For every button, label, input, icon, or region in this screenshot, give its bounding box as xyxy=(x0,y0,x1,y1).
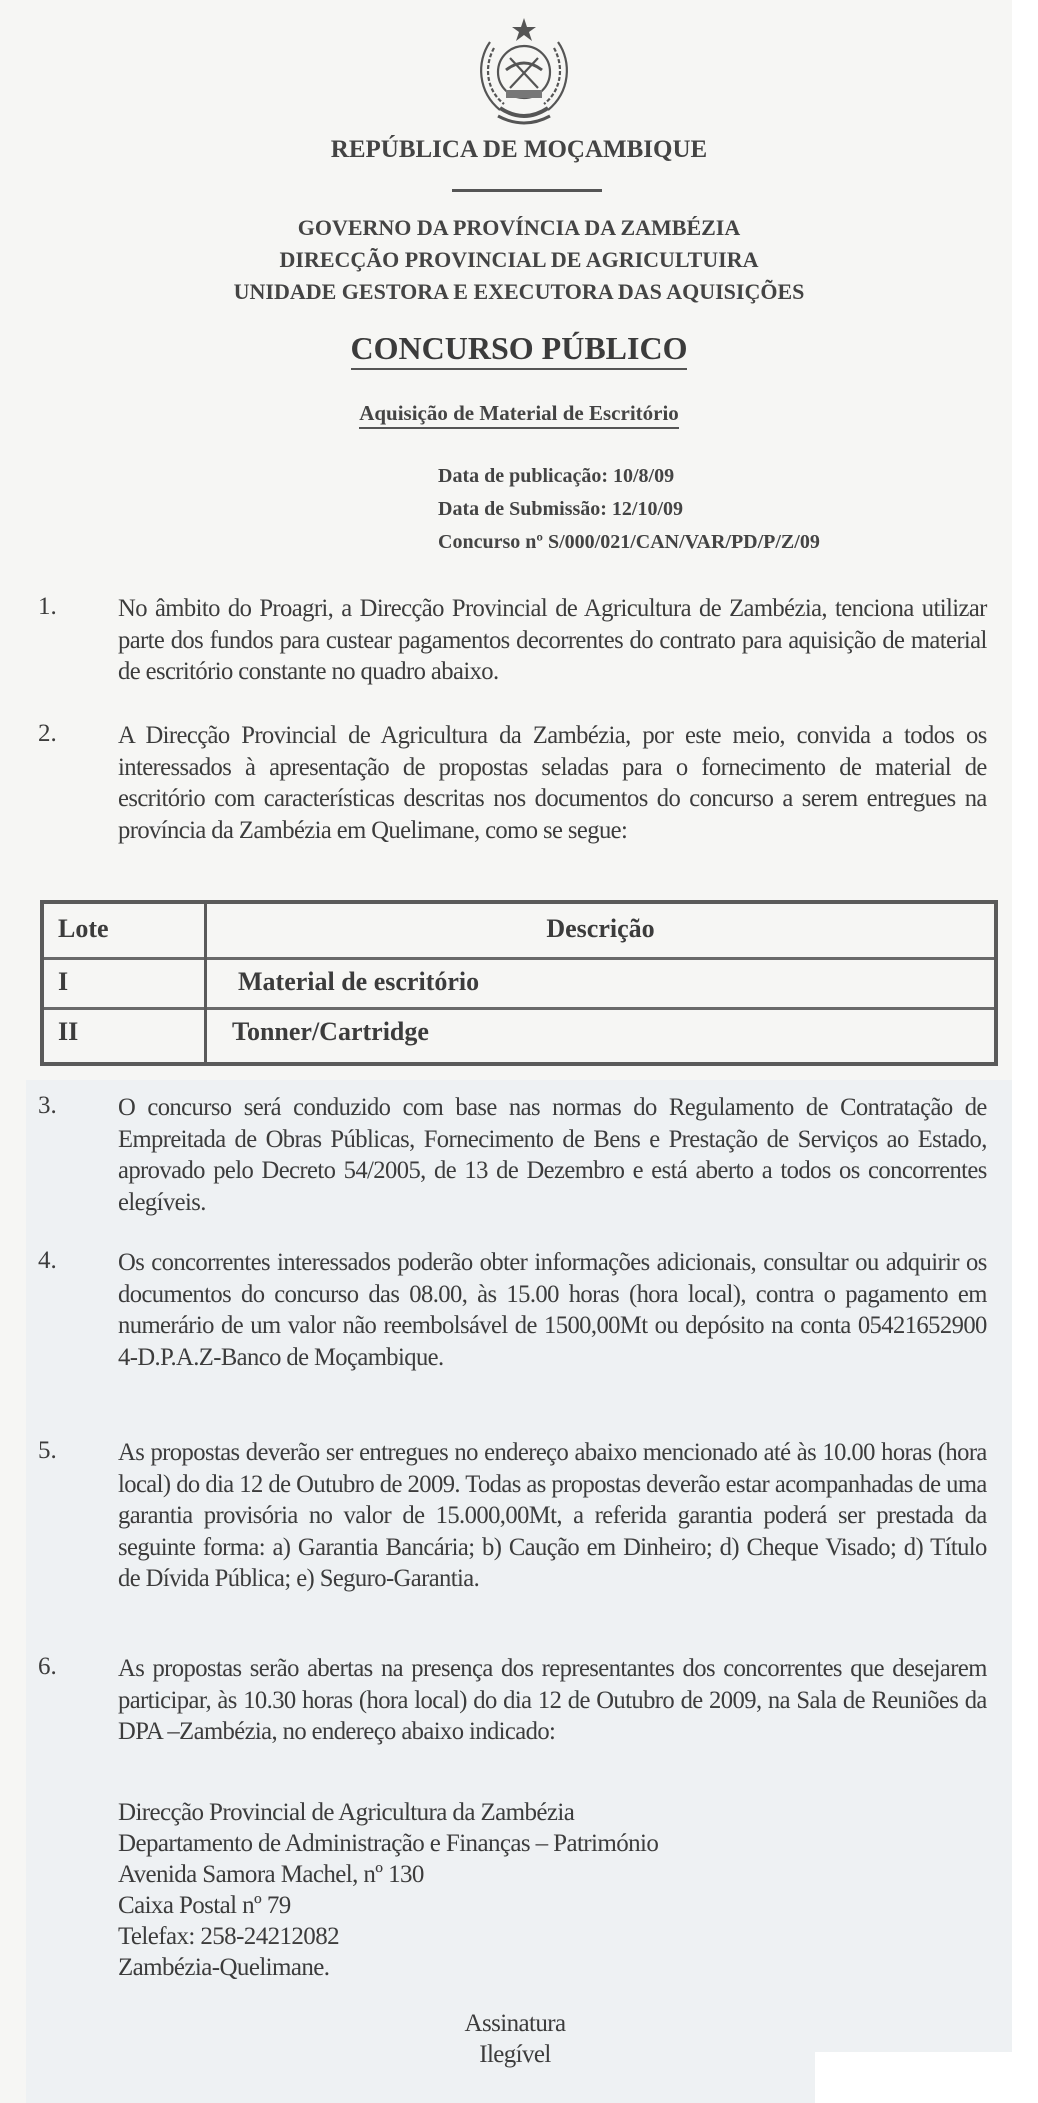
coat-of-arms-icon xyxy=(470,12,578,130)
address-line: Caixa Postal nº 79 xyxy=(118,1892,291,1919)
paragraph xyxy=(118,593,1000,688)
signature-value: Ilegível xyxy=(479,2041,551,2068)
tender-meta xyxy=(438,460,820,559)
address-line: Zambézia-Quelimane. xyxy=(118,1954,330,1981)
paragraph-number: 5. xyxy=(38,1437,57,1464)
table-row xyxy=(44,960,994,1010)
paragraph-number: 1. xyxy=(38,593,57,620)
document-subtitle-text: Aquisição de Material de Escritório xyxy=(359,401,679,429)
paragraph-number: 3. xyxy=(38,1092,57,1119)
paragraph-number: 4. xyxy=(38,1247,57,1274)
country-heading: REPÚBLICA DE MOÇAMBIQUE xyxy=(330,136,708,163)
paragraph xyxy=(118,1092,1000,1218)
paragraph xyxy=(118,1437,1000,1595)
cell-descricao: Material de escritório xyxy=(238,967,480,996)
cell-lote: I xyxy=(58,967,69,996)
cell-lote: II xyxy=(58,1017,79,1046)
signature-block xyxy=(0,2008,1030,2070)
paragraph-text: No âmbito do Proagri, a Direcção Provincial de Agricultura de Zambézia, tenciona utilizar parte dos fundos para custear pagamentos decorrentes do contrato para aquisição de material de escritório constante no quadro abaixo. xyxy=(118,595,987,685)
address-line: Direcção Provincial de Agricultura da Zambézia xyxy=(118,1799,575,1826)
document-title-text: CONCURSO PÚBLICO xyxy=(351,330,688,370)
paragraph-number: 6. xyxy=(38,1653,57,1680)
org-line: GOVERNO DA PROVÍNCIA DA ZAMBÉZIA xyxy=(297,215,741,240)
address-line: Avenida Samora Machel, nº 130 xyxy=(118,1861,424,1888)
header-lote: Lote xyxy=(58,914,109,943)
address-line: Departamento de Administração e Finanças – Património xyxy=(118,1830,659,1857)
lots-table xyxy=(40,900,998,1066)
paragraph-number: 2. xyxy=(38,720,57,747)
divider-rule xyxy=(452,189,602,192)
table-row xyxy=(44,1010,994,1062)
paragraph-text: O concurso será conduzido com base nas normas do Regulamento de Contratação de Empreitada de Obras Públicas, Fornecimento de Bens e Prestação de Serviços ao Estado, aprovado pelo Decreto 54/2005, de 13 de Dezembro e está aberto a todos os concorrentes elegíveis. xyxy=(118,1094,987,1216)
cell-descricao: Tonner/Cartridge xyxy=(232,1017,429,1046)
org-line: UNIDADE GESTORA E EXECUTORA DAS AQUISIÇÕES xyxy=(233,279,805,304)
paragraph-text: Os concorrentes interessados poderão obter informações adicionais, consultar ou adquirir os documentos do concurso das 08.00, às 15.00 horas (hora local), contra o pagamento em numerário de um valor não reembolsável de 1500,00Mt ou depósito na conta 05421652900 4-D.P.A.Z-Banco de Moçambique. xyxy=(118,1249,987,1371)
address-line: Telefax: 258-24212082 xyxy=(118,1923,340,1950)
paragraph xyxy=(118,1653,1000,1748)
signature-label: Assinatura xyxy=(464,2010,566,2037)
header-descricao: Descrição xyxy=(546,914,655,943)
publication-date: Data de publicação: 10/8/09 xyxy=(438,465,675,487)
column-divider xyxy=(204,904,207,1062)
paragraph-text: As propostas deverão ser entregues no endereço abaixo mencionado até às 10.00 horas (hora local) do dia 12 de Outubro de 2009. Todas as propostas deverão estar acompanhadas de uma garantia provisória no valor de 15.000,00Mt, a referida garantia poderá ser prestada da seguinte forma: a) Garantia Bancária; b) Caução em Dinheiro; d) Cheque Visado; d) Título de Dívida Pública; e) Seguro-Garantia. xyxy=(118,1439,987,1592)
document-subtitle xyxy=(0,401,1038,426)
submission-date: Data de Submissão: 12/10/09 xyxy=(438,498,684,520)
table-header-row xyxy=(44,904,994,960)
tender-number: Concurso nº S/000/021/CAN/VAR/PD/P/Z/09 xyxy=(438,531,820,553)
paragraph-text: A Direcção Provincial de Agricultura da Zambézia, por este meio, convida a todos os interessados à apresentação de propostas seladas para o fornecimento de material de escritório com características descritas nos documentos do concurso a serem entregues na província da Zambézia em Quelimane, como se segue: xyxy=(118,722,987,844)
address-block xyxy=(118,1797,658,1983)
document-title xyxy=(0,330,1038,367)
org-heading xyxy=(0,212,1038,308)
paragraph xyxy=(118,720,1000,846)
paragraph-text: As propostas serão abertas na presença dos representantes dos concorrentes que desejarem participar, às 10.30 horas (hora local) do dia 12 de Outubro de 2009, na Sala de Reuniões da DPA –Zambézia, no endereço abaixo indicado: xyxy=(118,1655,987,1745)
org-line: DIRECÇÃO PROVINCIAL DE AGRICULTUIRA xyxy=(279,247,759,272)
paragraph xyxy=(118,1247,1000,1373)
